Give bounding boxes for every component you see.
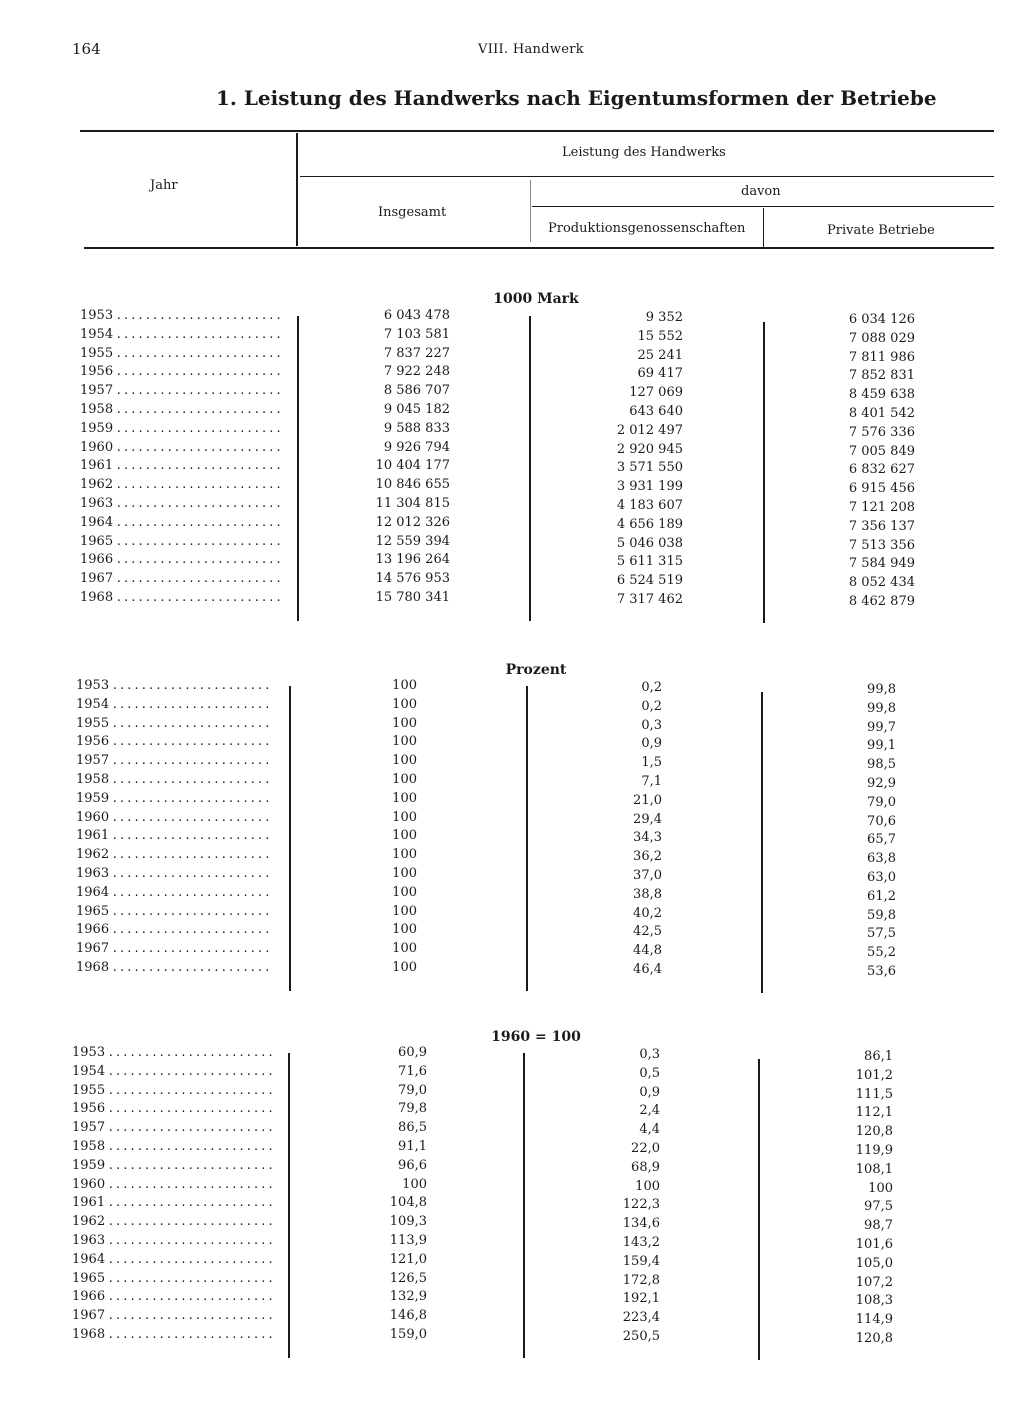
pgh-cell: 7 317 462 (616, 592, 683, 607)
year-cell: 1958 . . . (72, 1139, 272, 1154)
privat-cell: 59,8 (867, 907, 896, 923)
year-cell: 1964 . . . (72, 1252, 272, 1267)
insgesamt-cell: 104,8 (389, 1195, 427, 1211)
privat-cell: 6 832 627 (848, 462, 915, 478)
pgh-cell: 3 571 550 (616, 460, 683, 476)
insgesamt-cell: 100 (392, 847, 417, 863)
privat-cell: 63,8 (867, 851, 896, 867)
pgh-cell: 44,8 (633, 943, 662, 959)
privat-cell: 65,7 (867, 832, 896, 848)
pgh-cell: 37,0 (633, 868, 662, 883)
privat-cell: 8 459 638 (848, 387, 915, 403)
insgesamt-cell: 100 (392, 678, 417, 693)
header-leistung: Leistung des Handwerks (562, 145, 726, 160)
insgesamt-cell: 60,9 (398, 1045, 427, 1060)
insgesamt-cell: 14 576 953 (375, 571, 450, 587)
year-cell: 1961 . . . (76, 828, 273, 843)
year-cell: 1956 . . . (76, 734, 273, 749)
pgh-cell: 5 611 315 (616, 554, 683, 570)
year-cell: 1956 . . . (80, 364, 281, 379)
privat-cell: 112,1 (855, 1105, 893, 1121)
year-cell: 1953 . . . (80, 308, 281, 323)
year-cell: 1968 . . . (76, 960, 273, 975)
insgesamt-cell: 126,5 (389, 1270, 427, 1286)
insgesamt-cell: 100 (392, 922, 417, 938)
year-cell: 1966 . . . (80, 552, 281, 567)
year-cell: 1955 . . . (72, 1083, 272, 1098)
insgesamt-cell: 100 (392, 696, 417, 712)
privat-cell: 120,8 (855, 1331, 893, 1346)
privat-cell: 7 852 831 (848, 368, 915, 384)
insgesamt-cell: 100 (392, 715, 417, 731)
privat-cell: 7 088 029 (848, 330, 915, 346)
privat-cell: 99,8 (867, 682, 896, 697)
header-davon-rule (532, 206, 994, 207)
insgesamt-cell: 113,9 (389, 1233, 427, 1248)
pgh-cell: 2,4 (639, 1103, 660, 1119)
pgh-cell: 36,2 (633, 849, 662, 865)
pgh-cell: 172,8 (622, 1272, 660, 1288)
privat-cell: 120,8 (855, 1124, 893, 1140)
year-cell: 1968 . . . (72, 1327, 272, 1342)
year-cell: 1956 . . . (72, 1101, 272, 1116)
insgesamt-cell: 121,0 (389, 1251, 427, 1267)
insgesamt-cell: 71,6 (398, 1063, 427, 1079)
insgesamt-cell: 9 045 182 (383, 402, 450, 417)
privat-cell: 119,9 (855, 1143, 893, 1158)
pgh-cell: 134,6 (622, 1216, 660, 1232)
pgh-cell: 0,5 (639, 1065, 660, 1081)
insgesamt-cell: 159,0 (389, 1327, 427, 1342)
pgh-cell: 0,9 (639, 1084, 660, 1100)
header-privat: Private Betriebe (827, 223, 935, 238)
header-insgesamt-divider (530, 180, 531, 242)
section-label: Prozent (505, 662, 567, 678)
year-cell: 1959 . . . (72, 1158, 272, 1173)
pgh-cell: 4 656 189 (616, 516, 683, 532)
insgesamt-cell: 100 (392, 941, 417, 957)
year-cell: 1965 . . . (80, 534, 281, 549)
privat-cell: 63,0 (867, 870, 896, 885)
privat-cell: 111,5 (855, 1086, 893, 1102)
pgh-cell: 223,4 (622, 1310, 660, 1326)
privat-cell: 98,7 (864, 1218, 893, 1234)
insgesamt-cell: 12 559 394 (375, 533, 450, 549)
year-cell: 1963 . . . (76, 866, 273, 881)
year-cell: 1962 . . . (72, 1214, 272, 1229)
insgesamt-cell: 100 (402, 1176, 427, 1192)
privat-cell: 107,2 (855, 1274, 893, 1290)
year-cell: 1955 . . . (80, 346, 281, 361)
pgh-cell: 2 012 497 (616, 422, 683, 438)
privat-cell: 8 052 434 (848, 575, 915, 591)
pgh-cell: 643 640 (629, 404, 683, 419)
year-cell: 1959 . . . (80, 421, 281, 436)
year-cell: 1962 . . . (80, 477, 281, 492)
year-cell: 1958 . . . (80, 402, 281, 417)
insgesamt-cell: 146,8 (389, 1308, 427, 1324)
pgh-cell: 46,4 (633, 962, 662, 977)
section-label: 1000 Mark (493, 291, 579, 307)
insgesamt-cell: 132,9 (389, 1289, 427, 1305)
header-top-rule (80, 130, 994, 132)
header-jahr-divider (296, 133, 298, 246)
insgesamt-cell: 7 103 581 (383, 326, 450, 342)
year-cell: 1967 . . . (80, 571, 281, 586)
pgh-cell: 38,8 (633, 886, 662, 902)
pgh-cell: 100 (635, 1178, 660, 1194)
pgh-cell: 250,5 (622, 1329, 660, 1344)
pgh-cell: 40,2 (633, 905, 662, 921)
header-insgesamt: Insgesamt (378, 205, 447, 220)
insgesamt-cell: 100 (392, 790, 417, 806)
privat-cell: 98,5 (867, 757, 896, 773)
privat-cell: 6 915 456 (848, 481, 915, 497)
year-cell: 1964 . . . (76, 885, 273, 900)
year-cell: 1963 . . . (80, 496, 281, 511)
pgh-cell: 0,2 (641, 698, 662, 714)
header-bottom-rule (84, 247, 994, 249)
pgh-cell: 127 069 (629, 385, 683, 401)
pgh-cell: 42,5 (633, 924, 662, 940)
privat-cell: 7 811 986 (848, 349, 915, 365)
year-cell: 1961 . . . (72, 1195, 272, 1210)
header-pgh: Produktionsgenossenschaften (548, 221, 746, 236)
insgesamt-cell: 10 846 655 (375, 477, 450, 493)
privat-cell: 86,1 (864, 1049, 893, 1064)
year-cell: 1966 . . . (72, 1289, 272, 1304)
privat-cell: 7 121 208 (848, 500, 915, 515)
year-cell: 1965 . . . (72, 1271, 272, 1286)
year-cell: 1960 . . . (76, 810, 273, 825)
privat-cell: 97,5 (864, 1199, 893, 1215)
privat-cell: 105,0 (855, 1255, 893, 1271)
year-cell: 1953 . . . (72, 1045, 272, 1060)
pgh-cell: 68,9 (631, 1159, 660, 1175)
pgh-cell: 159,4 (622, 1253, 660, 1269)
year-cell: 1968 . . . (80, 590, 281, 605)
insgesamt-cell: 100 (392, 866, 417, 881)
year-cell: 1954 . . . (80, 327, 281, 342)
year-cell: 1954 . . . (76, 697, 273, 712)
privat-cell: 8 401 542 (848, 406, 915, 421)
year-cell: 1963 . . . (72, 1233, 272, 1248)
pgh-cell: 21,0 (633, 792, 662, 808)
pgh-cell: 0,3 (639, 1047, 660, 1062)
year-cell: 1960 . . . (72, 1177, 272, 1192)
privat-cell: 8 462 879 (848, 594, 915, 609)
privat-cell: 108,1 (855, 1161, 893, 1177)
privat-cell: 61,2 (867, 888, 896, 904)
pgh-cell: 3 931 199 (616, 479, 683, 495)
year-cell: 1957 . . . (76, 753, 273, 768)
privat-cell: 99,7 (867, 719, 896, 735)
privat-cell: 7 356 137 (848, 518, 915, 534)
header-davon: davon (741, 184, 781, 199)
insgesamt-cell: 100 (392, 884, 417, 900)
insgesamt-cell: 109,3 (389, 1214, 427, 1230)
pgh-cell: 22,0 (631, 1141, 660, 1156)
pgh-cell: 15 552 (637, 328, 683, 344)
pgh-cell: 1,5 (641, 755, 662, 771)
insgesamt-cell: 8 586 707 (383, 383, 450, 399)
pgh-cell: 2 920 945 (616, 441, 683, 457)
year-cell: 1957 . . . (80, 383, 281, 398)
privat-cell: 7 005 849 (848, 443, 915, 459)
insgesamt-cell: 100 (392, 772, 417, 787)
privat-cell: 101,6 (855, 1237, 893, 1252)
privat-cell: 99,1 (867, 738, 896, 754)
running-head: VIII. Handwerk (478, 42, 584, 57)
year-cell: 1957 . . . (72, 1120, 272, 1135)
privat-cell: 70,6 (867, 813, 896, 829)
insgesamt-cell: 79,8 (398, 1101, 427, 1117)
insgesamt-cell: 100 (392, 960, 417, 975)
insgesamt-cell: 7 837 227 (383, 345, 450, 361)
pgh-cell: 9 352 (645, 310, 683, 325)
year-cell: 1961 . . . (80, 458, 281, 473)
pgh-cell: 4 183 607 (616, 498, 683, 513)
year-cell: 1953 . . . (76, 678, 273, 693)
insgesamt-cell: 10 404 177 (375, 458, 450, 474)
privat-cell: 57,5 (867, 926, 896, 942)
page-number: 164 (72, 40, 101, 58)
pgh-cell: 0,9 (641, 736, 662, 752)
year-cell: 1955 . . . (76, 716, 273, 731)
privat-cell: 53,6 (867, 964, 896, 979)
insgesamt-cell: 91,1 (398, 1139, 427, 1154)
header-leistung-rule (300, 176, 994, 177)
insgesamt-cell: 13 196 264 (375, 552, 450, 568)
privat-cell: 6 034 126 (848, 312, 915, 327)
privat-cell: 7 513 356 (848, 537, 915, 553)
year-cell: 1965 . . . (76, 904, 273, 919)
pgh-cell: 5 046 038 (616, 535, 683, 551)
privat-cell: 7 584 949 (848, 556, 915, 572)
pgh-cell: 29,4 (633, 811, 662, 827)
year-cell: 1960 . . . (80, 440, 281, 455)
year-cell: 1966 . . . (76, 922, 273, 937)
insgesamt-cell: 100 (392, 903, 417, 919)
insgesamt-cell: 100 (392, 809, 417, 825)
insgesamt-cell: 7 922 248 (383, 364, 450, 380)
year-cell: 1959 . . . (76, 791, 273, 806)
insgesamt-cell: 86,5 (398, 1120, 427, 1136)
privat-cell: 99,8 (867, 700, 896, 716)
year-cell: 1964 . . . (80, 515, 281, 530)
pgh-cell: 7,1 (641, 774, 662, 789)
privat-cell: 101,2 (855, 1067, 893, 1083)
year-cell: 1967 . . . (76, 941, 273, 956)
year-cell: 1962 . . . (76, 847, 273, 862)
pgh-cell: 34,3 (633, 830, 662, 846)
insgesamt-cell: 15 780 341 (375, 590, 450, 605)
header-jahr: Jahr (150, 178, 178, 193)
pgh-cell: 143,2 (622, 1235, 660, 1250)
pgh-cell: 4,4 (639, 1122, 660, 1138)
table-title: 1. Leistung des Handwerks nach Eigentumsformen der Betriebe (216, 86, 937, 110)
privat-cell: 92,9 (867, 776, 896, 791)
insgesamt-cell: 100 (392, 753, 417, 769)
year-cell: 1954 . . . (72, 1064, 272, 1079)
pgh-cell: 6 524 519 (616, 573, 683, 589)
pgh-cell: 122,3 (622, 1197, 660, 1213)
insgesamt-cell: 79,0 (398, 1082, 427, 1098)
privat-cell: 55,2 (867, 945, 896, 961)
pgh-cell: 192,1 (622, 1291, 660, 1307)
header-pgh-divider (763, 208, 764, 248)
insgesamt-cell: 9 588 833 (383, 420, 450, 436)
pgh-cell: 0,3 (641, 717, 662, 733)
insgesamt-cell: 100 (392, 734, 417, 750)
insgesamt-cell: 96,6 (398, 1157, 427, 1173)
year-cell: 1958 . . . (76, 772, 273, 787)
insgesamt-cell: 6 043 478 (383, 308, 450, 323)
insgesamt-cell: 12 012 326 (375, 514, 450, 530)
privat-cell: 114,9 (855, 1312, 893, 1328)
section-label: 1960 = 100 (491, 1029, 581, 1045)
insgesamt-cell: 11 304 815 (375, 496, 450, 511)
privat-cell: 79,0 (867, 794, 896, 810)
insgesamt-cell: 9 926 794 (383, 439, 450, 455)
pgh-cell: 69 417 (637, 366, 683, 382)
privat-cell: 100 (868, 1180, 893, 1196)
year-cell: 1967 . . . (72, 1308, 272, 1323)
pgh-cell: 25 241 (637, 347, 683, 363)
privat-cell: 7 576 336 (848, 424, 915, 440)
insgesamt-cell: 100 (392, 828, 417, 844)
pgh-cell: 0,2 (641, 680, 662, 695)
privat-cell: 108,3 (855, 1293, 893, 1309)
